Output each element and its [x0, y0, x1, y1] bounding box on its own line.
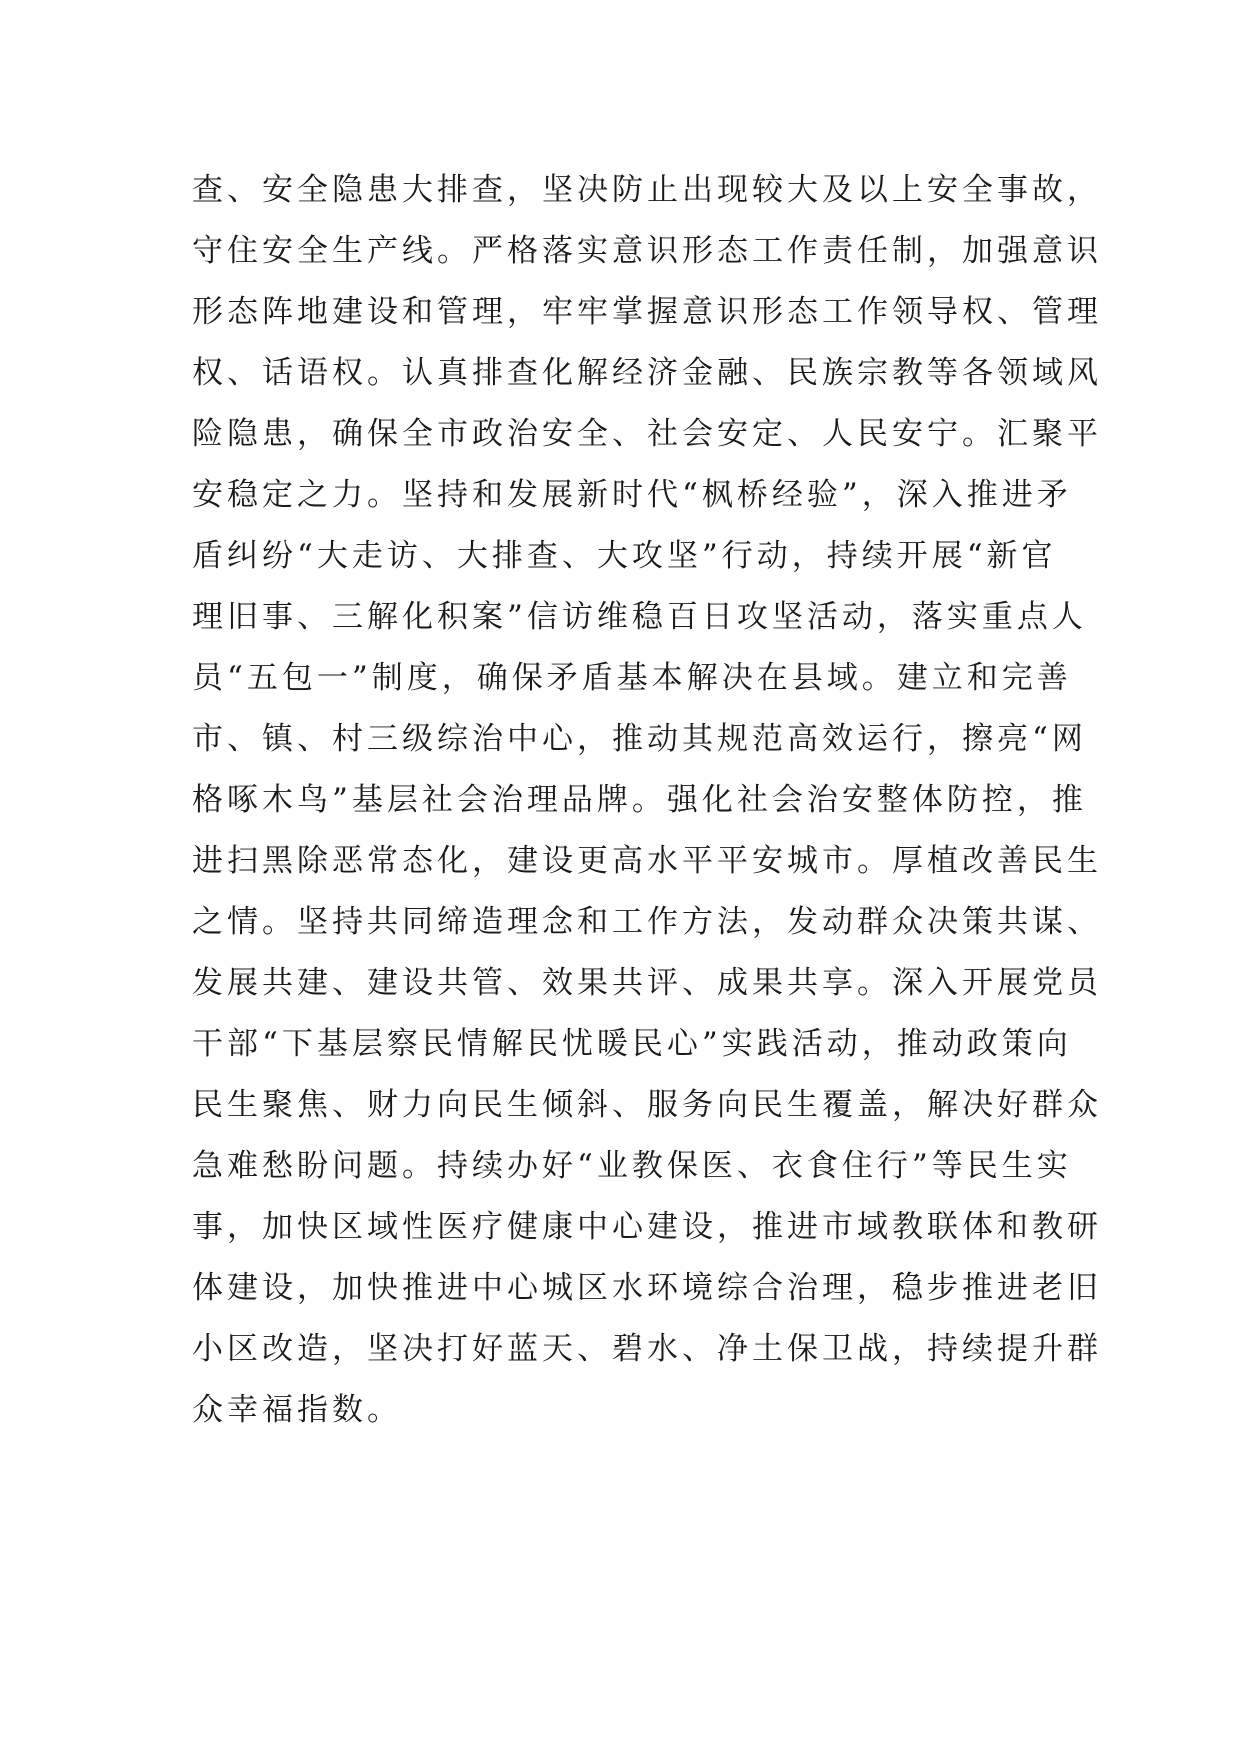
text-line: 员“五包一”制度，确保矛盾基本解决在县域。建立和完善: [192, 660, 1072, 696]
text-line: 众幸福指数。: [192, 1392, 402, 1428]
text-line: 事，加快区域性医疗健康中心建设，推进市域教联体和教研: [192, 1209, 1102, 1245]
body-paragraph: [192, 160, 1102, 1441]
text-line: 市、镇、村三级综治中心，推动其规范高效运行，擦亮“网: [192, 721, 1087, 757]
text-line: 权、话语权。认真排查化解经济金融、民族宗教等各领域风: [192, 355, 1102, 391]
text-line: 安稳定之力。坚持和发展新时代“枫桥经验”，深入推进矛: [192, 477, 1072, 513]
text-line: 格啄木鸟”基层社会治理品牌。强化社会治安整体防控，推: [192, 782, 1087, 818]
text-line: 干部“下基层察民情解民忧暖民心”实践活动，推动政策向: [192, 1026, 1072, 1062]
text-line: 理旧事、三解化积案”信访维稳百日攻坚活动，落实重点人: [192, 599, 1087, 635]
text-line: 体建设，加快推进中心城区水环境综合治理，稳步推进老旧: [192, 1270, 1102, 1306]
text-line: 守住安全生产线。严格落实意识形态工作责任制，加强意识: [192, 233, 1102, 269]
text-line: 之情。坚持共同缔造理念和工作方法，发动群众决策共谋、: [192, 904, 1102, 940]
text-line: 小区改造，坚决打好蓝天、碧水、净土保卫战，持续提升群: [192, 1331, 1102, 1367]
text-line: 民生聚焦、财力向民生倾斜、服务向民生覆盖，解决好群众: [192, 1087, 1102, 1123]
text-line: 急难愁盼问题。持续办好“业教保医、衣食住行”等民生实: [192, 1148, 1072, 1184]
text-line: 形态阵地建设和管理，牢牢掌握意识形态工作领导权、管理: [192, 294, 1102, 330]
text-line: 进扫黑除恶常态化，建设更高水平平安城市。厚植改善民生: [192, 843, 1102, 879]
text-line: 险隐患，确保全市政治安全、社会安定、人民安宁。汇聚平: [192, 416, 1102, 452]
text-line: 查、安全隐患大排查，坚决防止出现较大及以上安全事故，: [192, 172, 1102, 208]
text-line: 盾纠纷“大走访、大排查、大攻坚”行动，持续开展“新官: [192, 538, 1057, 574]
text-line: 发展共建、建设共管、效果共评、成果共享。深入开展党员: [192, 965, 1102, 1001]
